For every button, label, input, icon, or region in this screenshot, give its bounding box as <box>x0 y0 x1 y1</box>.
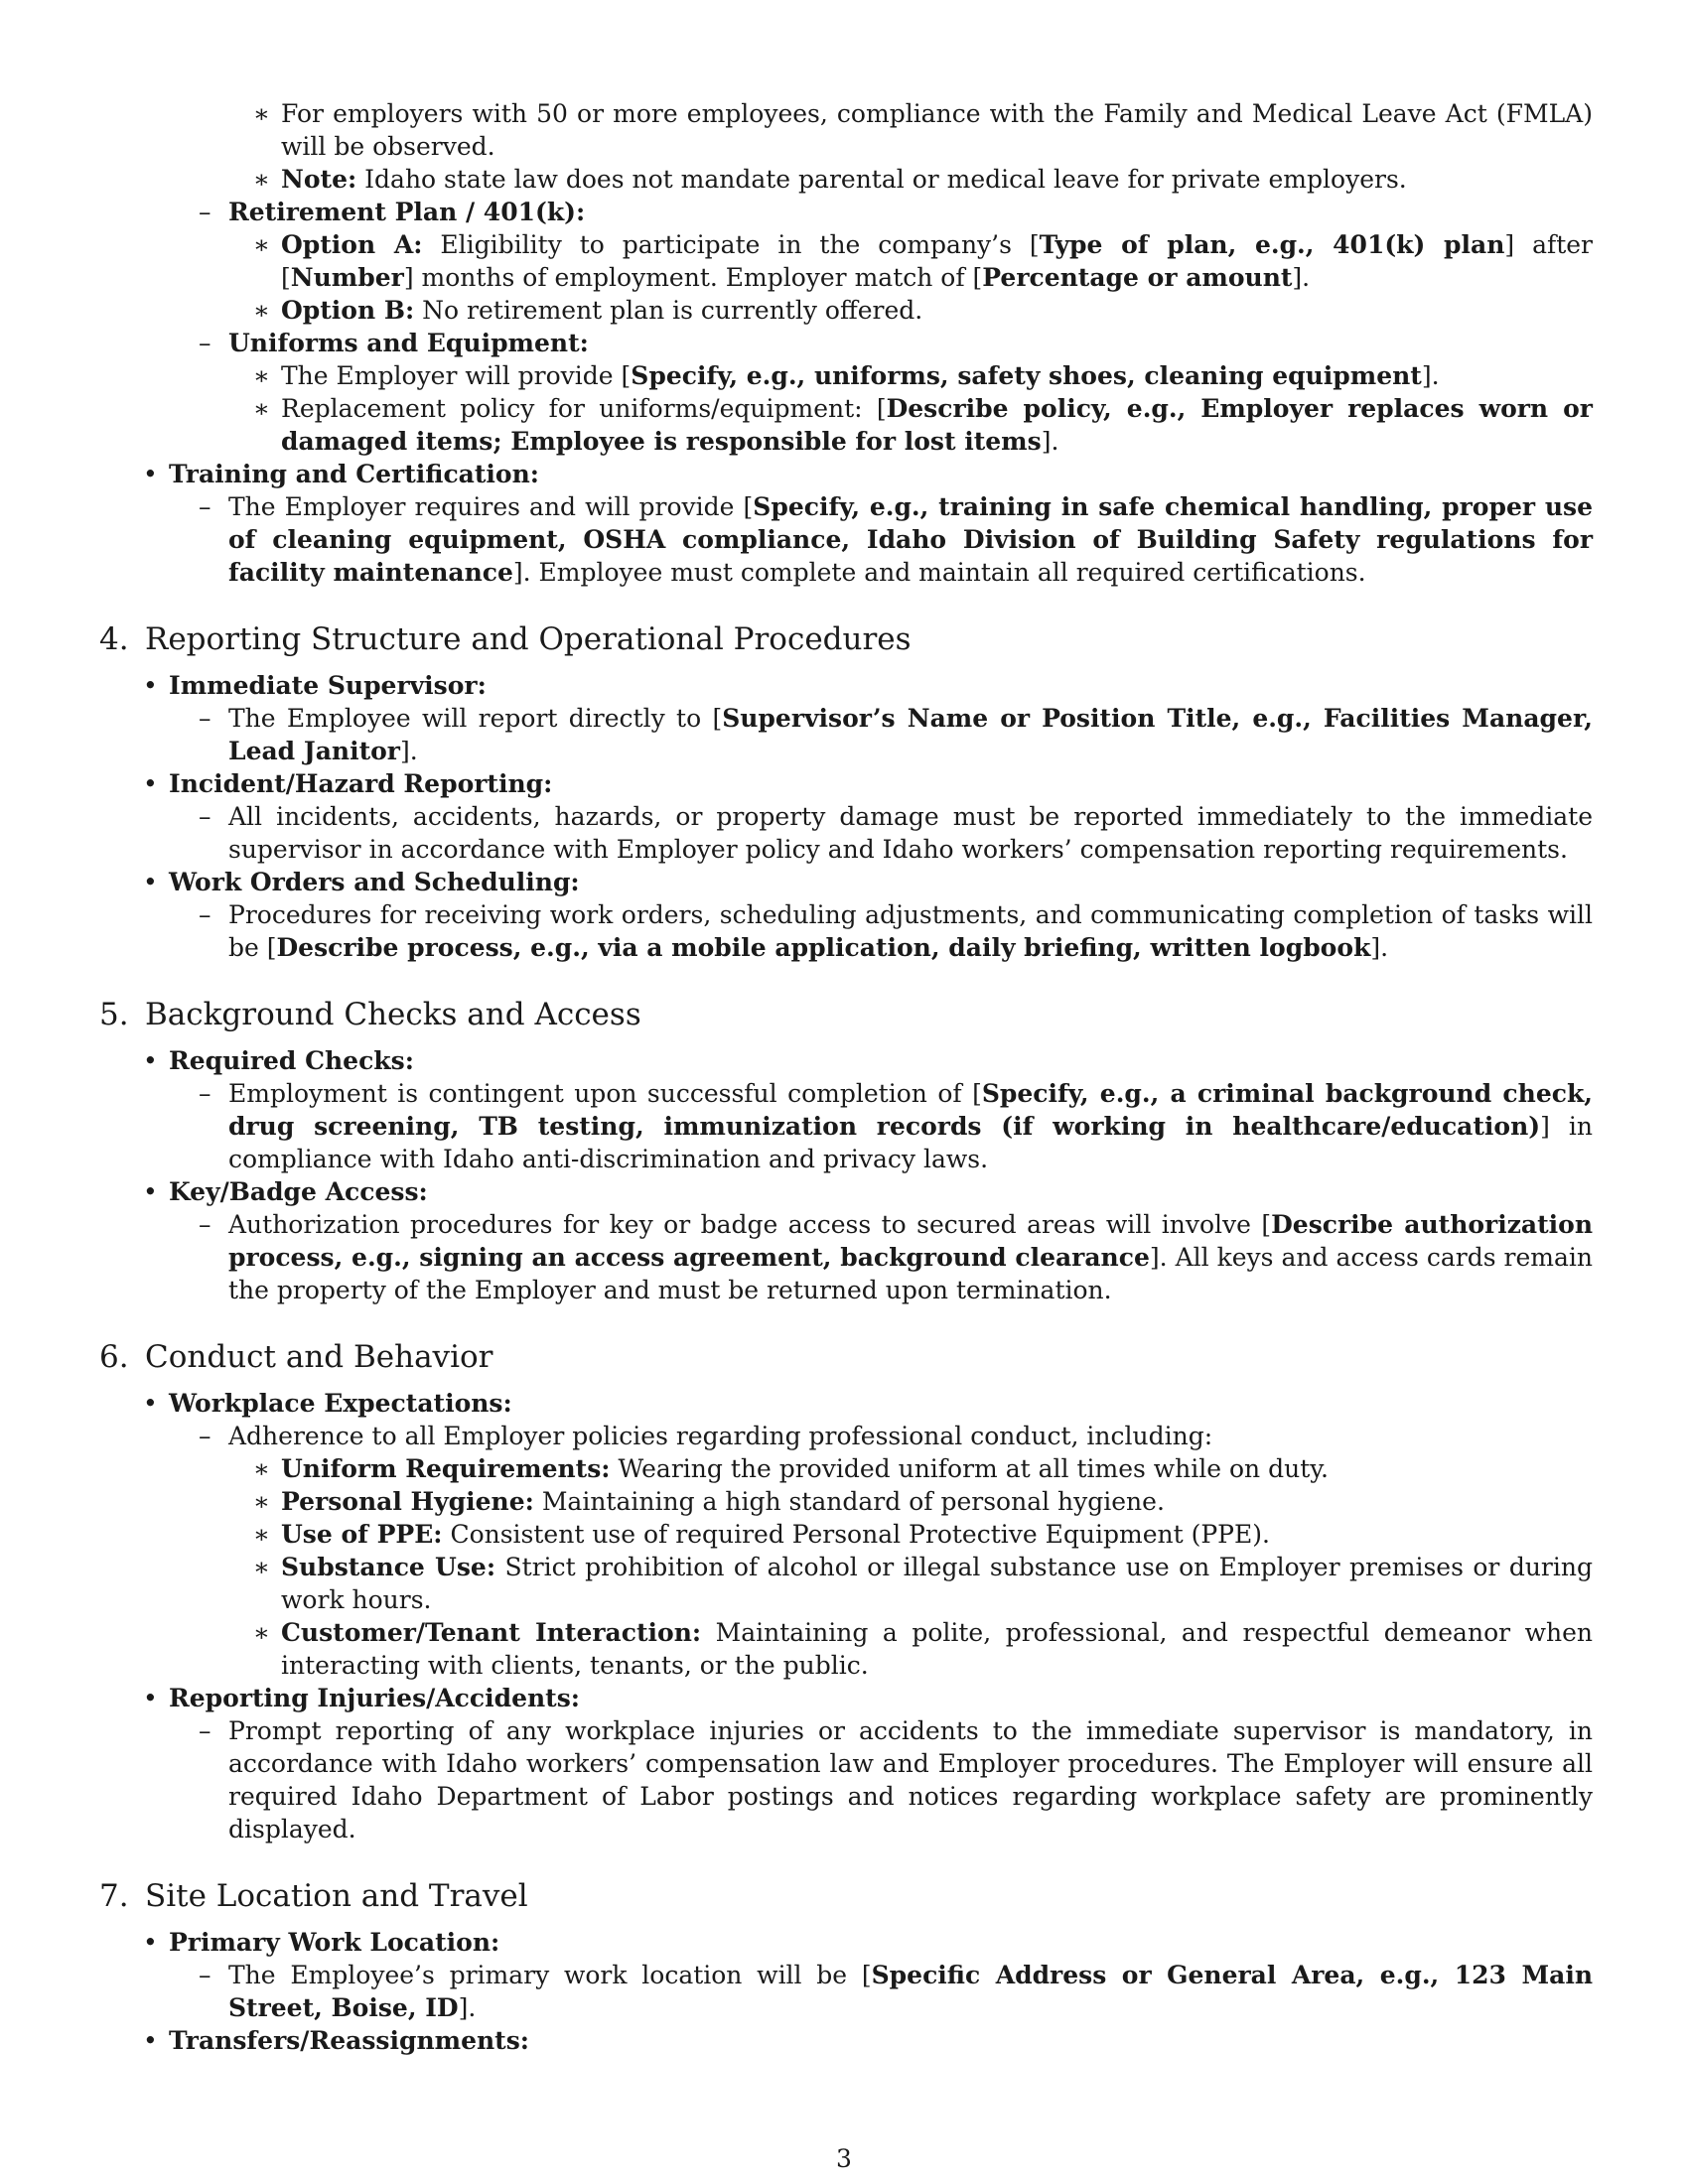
list-item: ∗ The Employer will provide [Specify, e.g., uniforms, safety shoes, cleaning equipment]. <box>253 361 1440 390</box>
list-item: ∗ Use of PPE: Consistent use of required Personal Protective Equipment (PPE). <box>253 1520 1270 1549</box>
list-item: • Work Orders and Scheduling: <box>143 868 580 896</box>
list-item: ∗ Personal Hygiene: Maintaining a high standard of personal hygiene. <box>253 1487 1165 1516</box>
list-item: – Employment is contingent upon successful completion of [Specify, e.g., a criminal background check, drug screening, TB testing, immunization records (if working in healthcare/education)] in compliance with Idaho anti-discrimination and privacy laws. <box>199 1079 1593 1173</box>
list-item: • Reporting Injuries/Accidents: <box>143 1684 581 1712</box>
list-item: ∗ Replacement policy for uniforms/equipment: [Describe policy, e.g., Employer replaces worn or damaged items; Employee is responsible for lost items]. <box>253 394 1593 456</box>
list-item: – Uniforms and Equipment: <box>199 329 589 357</box>
list-item: ∗ For employers with 50 or more employees, compliance with the Family and Medical Leave Act (FMLA) will be observed. <box>253 99 1593 161</box>
list-item: – Adherence to all Employer policies regarding professional conduct, including: <box>199 1422 1213 1450</box>
list-item: • Immediate Supervisor: <box>143 671 487 700</box>
list-item: ∗ Customer/Tenant Interaction: Maintaining a polite, professional, and respectful demeanor when interacting with clients, tenants, or the public. <box>253 1618 1593 1680</box>
list-item: • Key/Badge Access: <box>143 1177 428 1206</box>
list-item: ∗ Substance Use: Strict prohibition of alcohol or illegal substance use on Employer premises or during work hours. <box>253 1553 1593 1614</box>
list-item: • Incident/Hazard Reporting: <box>143 769 553 798</box>
list-item: ∗ Uniform Requirements: Wearing the provided uniform at all times while on duty. <box>253 1454 1329 1483</box>
list-item: – Retirement Plan / 401(k): <box>199 198 586 226</box>
section-heading: 5. Background Checks and Access <box>99 997 641 1032</box>
list-item: • Transfers/Reassignments: <box>143 2026 530 2055</box>
list-item: • Training and Certification: <box>143 460 539 488</box>
list-item: – Prompt reporting of any workplace injuries or accidents to the immediate supervisor is mandatory, in accordance with Idaho workers’ compensation law and Employer procedures. The Employer will ensure all required Idaho Department of Labor postings and notices regarding workplace safety are prominently displayed. <box>199 1716 1593 1843</box>
list-item: ∗ Option A: Eligibility to participate in the company’s [Type of plan, e.g., 401(k) plan] after [Number] months of employment. Employer match of [Percentage or amount]. <box>253 230 1594 292</box>
section-heading: 7. Site Location and Travel <box>99 1878 528 1914</box>
list-item: ∗ Option B: No retirement plan is currently offered. <box>253 296 923 325</box>
list-item: ∗ Note: Idaho state law does not mandate parental or medical leave for private employers. <box>253 165 1407 194</box>
list-item: – Procedures for receiving work orders, scheduling adjustments, and communicating completion of tasks will be [Describe process, e.g., via a mobile application, daily briefing, written logbook]. <box>199 900 1593 962</box>
page-number: 3 <box>836 2144 852 2173</box>
list-item: • Required Checks: <box>143 1046 414 1075</box>
document-page <box>99 97 1593 2057</box>
list-item: – Authorization procedures for key or badge access to secured areas will involve [Describe authorization process, e.g., signing an access agreement, background clearance]. All keys and access cards remain the property of the Employer and must be returned upon termination. <box>199 1210 1594 1304</box>
list-item: • Workplace Expectations: <box>143 1389 512 1418</box>
list-item: • Primary Work Location: <box>143 1928 500 1957</box>
section-heading: 4. Reporting Structure and Operational Procedures <box>99 621 912 657</box>
list-item: – The Employee will report directly to [Supervisor’s Name or Position Title, e.g., Facilities Manager, Lead Janitor]. <box>199 704 1593 765</box>
list-item: – The Employee’s primary work location will be [Specific Address or General Area, e.g., 123 Main Street, Boise, ID]. <box>199 1961 1593 2022</box>
section-heading: 6. Conduct and Behavior <box>99 1339 493 1375</box>
list-item: – All incidents, accidents, hazards, or property damage must be reported immediately to the immediate supervisor in accordance with Employer policy and Idaho workers’ compensation reporting requirements. <box>199 802 1593 864</box>
list-item: – The Employer requires and will provide [Specify, e.g., training in safe chemical handling, proper use of cleaning equipment, OSHA compliance, Idaho Division of Building Safety regulations for facility maintenance]. Employee must complete and maintain all required certifications. <box>199 492 1593 587</box>
